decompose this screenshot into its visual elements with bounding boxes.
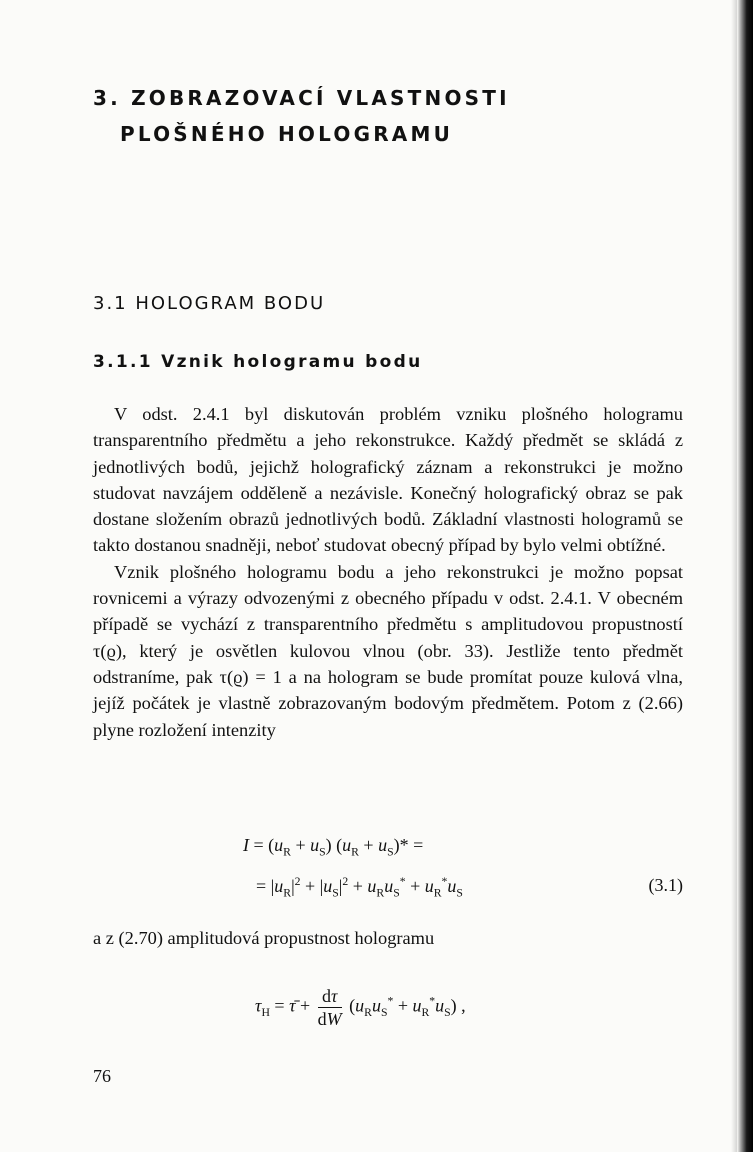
chapter-title-line-1: 3. ZOBRAZOVACÍ VLASTNOSTI [93, 86, 510, 110]
equation-transmittance: $\tau_H$ = τ̄ + $\frac{d\tau}{dW}$ $(u_Ru_S^* + u_R^*u_S)$ , [255, 986, 466, 1029]
equation-intensity-line-1: $I = (u_R + u_S) (u_R + u_S)*$ = [243, 835, 424, 859]
section-heading: 3.1 HOLOGRAM BODU [93, 293, 326, 314]
paragraph-1: V odst. 2.4.1 byl diskutován problém vzniku plošného hologramu transparentního předmětu a jeho rekonstrukce. Každý předmět se skládá z jednotlivých bodů, jejichž holografický záznam a rekonstrukci je možno studovat navzájem odděleně a nezávisle. Konečný holografický obraz se pak dostane složením obrazů jednotlivých bodů. Základní vlastnosti hologramů se takto dostanou snadněji, neboť studovat obecný případ by bylo velmi obtížné. [93, 404, 683, 556]
body-text [93, 401, 683, 743]
equation-intensity-line-2: = $|u_R|^2 + |u_S|^2 + u_Ru_S^* + u_R^*u_S$ [256, 875, 463, 900]
paragraph-2: Vznik plošného hologramu bodu a jeho rekonstrukci je možno popsat rovnicemi a výrazy odvozenými z obecného případu v odst. 2.4.1. V obecném případě se vychází z transparentního předmětu s amplitudovou propustností τ(ϱ), který je osvětlen kulovou vlnou (obr. 33). Jestliže tento předmět odstraníme, pak τ(ϱ) = 1 a na hologram se bude promítat pouze kulová vlna, jejíž počátek je vlastně zobrazovaným bodovým předmětem. Potom z (2.66) plyne rozložení intenzity [93, 561, 683, 740]
text-after-equation: a z (2.70) amplitudová propustnost hologramu [93, 928, 435, 948]
equation-intensity [93, 827, 683, 907]
equation-number: (3.1) [648, 875, 683, 895]
subsection-heading: 3.1.1 Vznik hologramu bodu [93, 352, 423, 372]
chapter-title [93, 80, 510, 152]
chapter-title-line-2: PLOŠNÉHO HOLOGRAMU [120, 122, 454, 146]
page-number: 76 [93, 1066, 111, 1086]
book-binding-edge [737, 0, 753, 1152]
derivative-fraction: $\frac{d\tau}{dW}$ [317, 986, 342, 1029]
